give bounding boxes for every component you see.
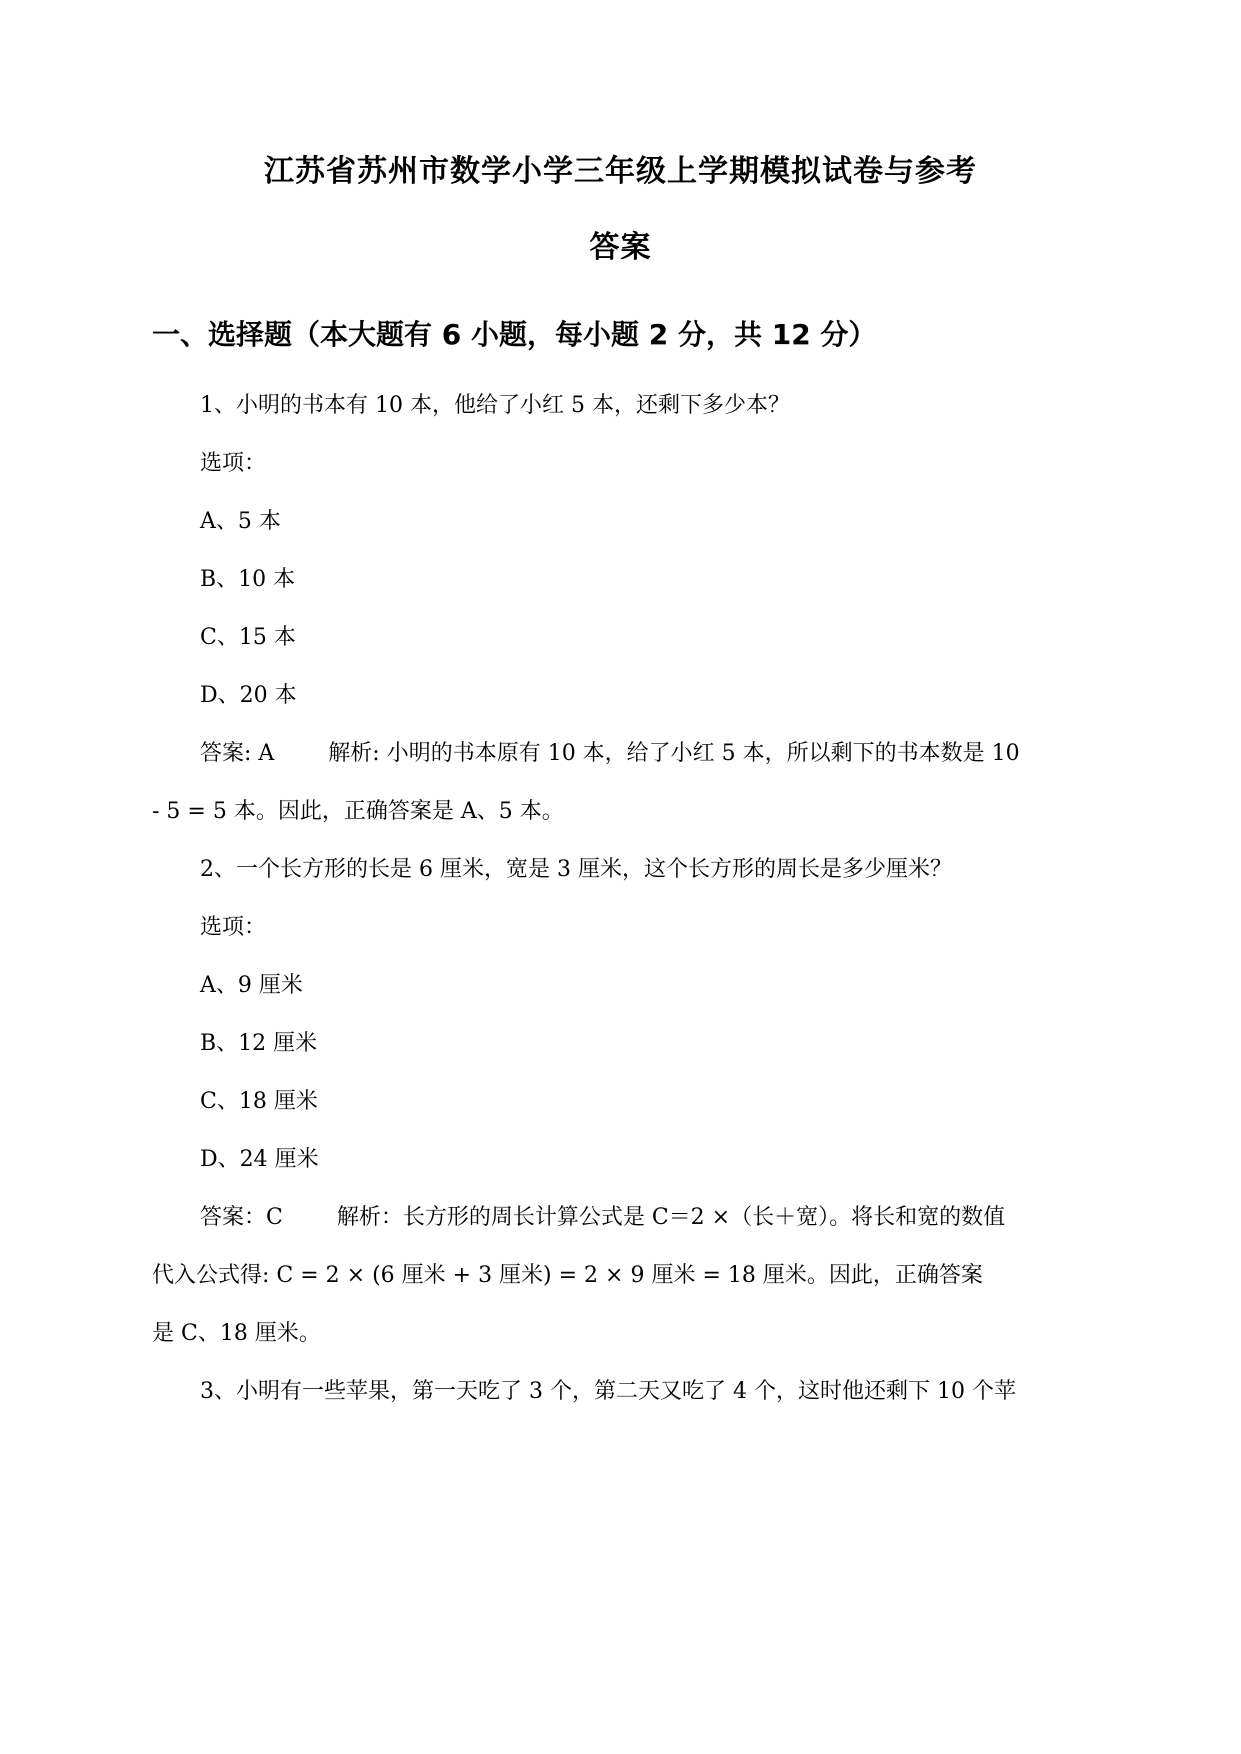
document-title-line-2: 答案 [589,230,652,265]
question-2-option-b: B、12 厘米 [200,1031,318,1056]
question-1-option-a: A、5 本 [200,509,281,534]
question-1-option-c: C、15 本 [200,625,296,650]
question-1-option-d: D、20 本 [200,683,297,708]
question-2-analysis-line-3: 是 C、18 厘米。 [152,1321,321,1346]
question-2-text: 2、一个长方形的长是 6 厘米，宽是 3 厘米，这个长方形的周长是多少厘米？ [200,857,952,882]
question-1-text: 1、小明的书本有 10 本，他给了小红 5 本，还剩下多少本？ [200,393,790,418]
question-1-answer-row [200,743,1020,765]
question-1-option-b: B、10 本 [200,567,296,592]
section-heading-multiple-choice: 一、选择题（本大题有 6 小题，每小题 2 分，共 12 分） [152,318,877,351]
question-2-option-d: D、24 厘米 [200,1147,319,1172]
question-2-analysis-line-1: 解析：长方形的周长计算公式是 C＝2 ×（长＋宽）。将长和宽的数值 [336,1205,1006,1230]
question-2-answer: 答案：C [200,1205,283,1230]
question-1-analysis-line-2: - 5 = 5 本。因此，正确答案是 A、5 本。 [152,799,564,824]
question-2-option-c: C、18 厘米 [200,1089,318,1114]
question-2-options-label: 选项： [200,915,267,940]
document-title-line-1: 江苏省苏州市数学小学三年级上学期模拟试卷与参考 [264,154,977,189]
question-3-text: 3、小明有一些苹果，第一天吃了 3 个，第二天又吃了 4 个，这时他还剩下 10 个苹 [200,1379,1016,1404]
question-1-options-label: 选项： [200,451,267,476]
question-1-analysis-line-1: 解析: 小明的书本原有 10 本，给了小红 5 本，所以剩下的书本数是 10 [328,741,1020,766]
question-2-answer-row [200,1207,1005,1229]
question-1-answer: 答案: A [200,741,275,766]
question-2-analysis-line-2: 代入公式得: C = 2 × (6 厘米 + 3 厘米) = 2 × 9 厘米 = 18 厘米。因此，正确答案 [152,1263,983,1288]
question-2-option-a: A、9 厘米 [200,973,303,998]
